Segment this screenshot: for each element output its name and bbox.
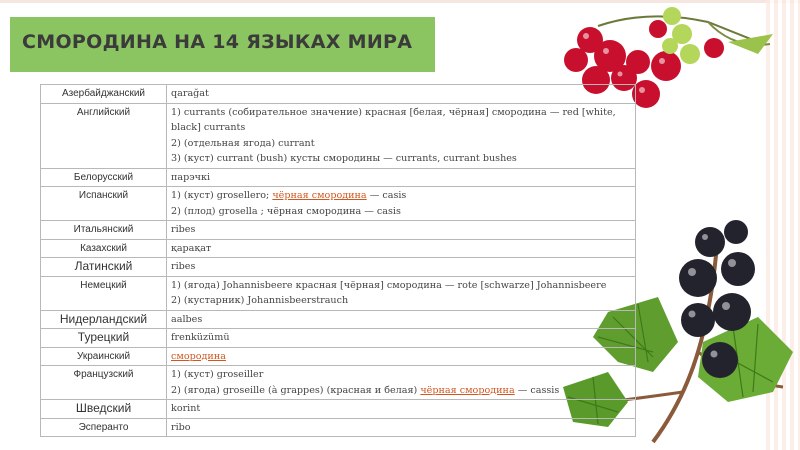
translation-line	[171, 349, 631, 365]
title-banner	[10, 17, 435, 72]
translation-cell	[167, 276, 636, 310]
table-row	[41, 103, 636, 168]
translation-line: ribes	[171, 261, 196, 272]
translation-text: 2) (ягода) groseille (à grappes) (красная и белая)	[171, 384, 421, 396]
language-name: Латинский	[41, 258, 167, 277]
translation-line: aalbes	[171, 313, 203, 325]
translation-cell	[167, 239, 636, 258]
translation-line: qarağat	[171, 88, 209, 99]
translations-table	[40, 84, 636, 437]
translation-line: 2) (плод) grosella ; чёрная смородина — casis	[171, 205, 401, 217]
dictionary-link[interactable]: смородина	[171, 350, 226, 362]
translation-cell	[167, 85, 636, 104]
translation-cell	[167, 347, 636, 366]
table-row	[41, 366, 636, 400]
translation-line: 2) (отдельная ягода) currant	[171, 137, 315, 149]
language-name: Казахский	[41, 239, 167, 258]
table-row	[41, 400, 636, 419]
language-name: Итальянский	[41, 221, 167, 240]
table-row	[41, 310, 636, 329]
translation-cell	[167, 258, 636, 277]
table-row	[41, 239, 636, 258]
language-name: Французский	[41, 366, 167, 400]
table-row	[41, 276, 636, 310]
slide-top-border	[0, 0, 800, 3]
table-row	[41, 347, 636, 366]
language-name: Украинский	[41, 347, 167, 366]
translation-cell	[167, 168, 636, 187]
language-name: Белорусский	[41, 168, 167, 187]
table-row	[41, 168, 636, 187]
translation-cell	[167, 366, 636, 400]
translation-text: — cassis	[514, 384, 560, 396]
language-name: Азербайджанский	[41, 85, 167, 104]
translation-line: black] currants	[171, 122, 246, 133]
language-name: Немецкий	[41, 276, 167, 310]
table-row	[41, 85, 636, 104]
translation-cell	[167, 310, 636, 329]
translation-text: — casis	[366, 190, 407, 201]
translation-cell	[167, 187, 636, 221]
language-name: Эсперанто	[41, 418, 167, 437]
translation-line: ribes	[171, 224, 196, 235]
language-name: Нидерландский	[41, 310, 167, 329]
language-name: Английский	[41, 103, 167, 168]
translation-line	[171, 383, 631, 399]
translation-line: korint	[171, 403, 201, 414]
translation-line: 1) currants (собирательное значение) красная [белая, чёрная] смородина — red [white,	[171, 106, 616, 118]
translation-line: frenküzümü	[171, 332, 230, 343]
table-row	[41, 418, 636, 437]
dictionary-link[interactable]: чёрная смородина	[420, 384, 515, 396]
translation-line: 1) (ягода) Johannisbeere красная [чёрная] смородина — rote [schwarze] Johannisbeere	[171, 279, 607, 291]
translation-line: 3) (куст) currant (bush) кусты смородины — currants, currant bushes	[171, 153, 517, 164]
table-row	[41, 258, 636, 277]
table-row	[41, 187, 636, 221]
dictionary-link[interactable]: чёрная смородина	[272, 190, 367, 201]
translation-cell	[167, 221, 636, 240]
page-title: СМОРОДИНА НА 14 ЯЗЫКАХ МИРА	[22, 31, 413, 53]
language-name: Шведский	[41, 400, 167, 419]
language-name: Испанский	[41, 187, 167, 221]
translation-line: ribo	[171, 421, 191, 433]
translation-line: қарақат	[171, 242, 212, 254]
translation-cell	[167, 329, 636, 348]
table-row	[41, 329, 636, 348]
table-row	[41, 221, 636, 240]
translation-line	[171, 188, 631, 204]
language-name: Турецкий	[41, 329, 167, 348]
translation-line: парэчкі	[171, 171, 211, 183]
translation-text: 1) (куст) grosellero;	[171, 190, 273, 201]
translation-cell	[167, 418, 636, 437]
translation-cell	[167, 400, 636, 419]
translation-line: 1) (куст) groseiller	[171, 369, 264, 380]
translation-line: 2) (кустарник) Johannisbeerstrauch	[171, 295, 349, 306]
translation-cell	[167, 103, 636, 168]
